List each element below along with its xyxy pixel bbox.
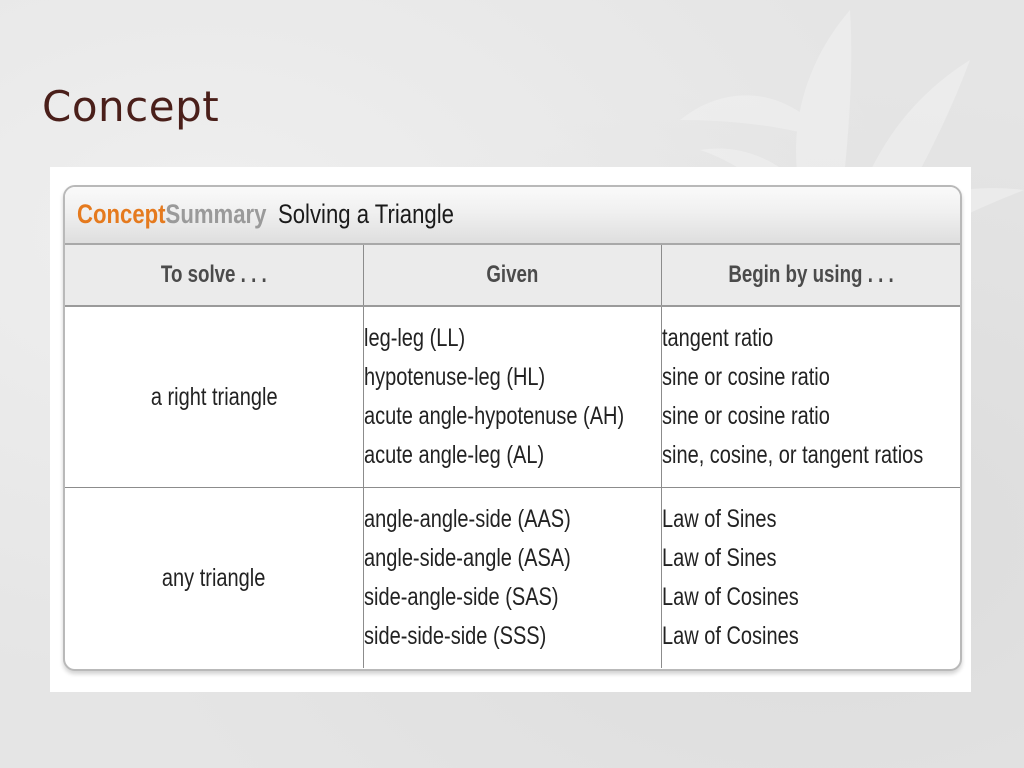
case-cell: a right triangle	[65, 306, 363, 488]
given-item: side-side-side (SSS)	[363, 622, 546, 650]
concept-summary-box	[63, 185, 962, 671]
method-item: Law of Cosines	[661, 583, 799, 611]
method-item: Law of Sines	[661, 505, 777, 533]
column-header: Begin by using . . .	[661, 245, 960, 306]
summary-header	[77, 199, 454, 230]
header-concept-word: Concept	[77, 199, 166, 229]
given-item: angle-angle-side (AAS)	[363, 505, 571, 533]
table-row	[65, 488, 960, 669]
given-item: acute angle-leg (AL)	[363, 441, 544, 469]
given-item: side-angle-side (SAS)	[363, 583, 559, 611]
summary-table	[65, 245, 960, 668]
summary-header-bar	[65, 187, 960, 245]
given-item: acute angle-hypotenuse (AH)	[363, 402, 624, 430]
method-item: sine, cosine, or tangent ratios	[661, 441, 923, 469]
method-item: sine or cosine ratio	[661, 363, 830, 391]
table-row	[65, 306, 960, 488]
column-header: Given	[363, 245, 661, 306]
case-cell: any triangle	[65, 488, 363, 669]
given-item: leg-leg (LL)	[363, 324, 465, 352]
method-cell	[661, 488, 960, 669]
method-item: tangent ratio	[661, 324, 773, 352]
table-header-row	[65, 245, 960, 306]
method-item: sine or cosine ratio	[661, 402, 830, 430]
concept-summary-card	[50, 167, 971, 692]
method-item: Law of Sines	[661, 544, 777, 572]
method-item: Law of Cosines	[661, 622, 799, 650]
given-cell	[363, 306, 661, 488]
slide-title: Concept	[42, 82, 220, 131]
method-cell	[661, 306, 960, 488]
header-summary-word: Summary	[165, 199, 267, 229]
given-cell	[363, 488, 661, 669]
given-item: angle-side-angle (ASA)	[363, 544, 571, 572]
column-header: To solve . . .	[65, 245, 363, 306]
given-item: hypotenuse-leg (HL)	[363, 363, 545, 391]
header-topic: Solving a Triangle	[277, 199, 454, 229]
